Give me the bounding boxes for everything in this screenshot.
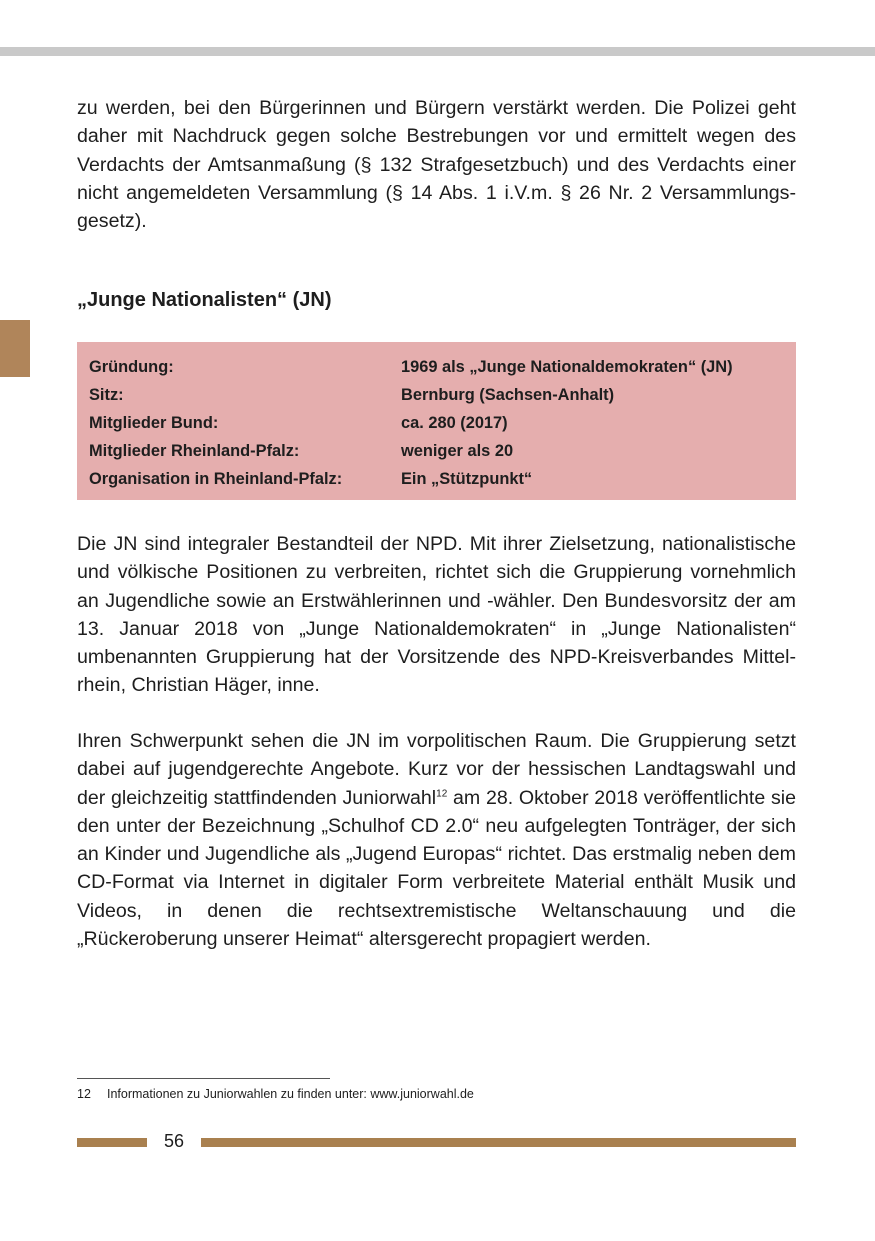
info-row-members-rlp	[89, 437, 789, 465]
paragraph-2: Die JN sind integraler Bestandteil der NPD. Mit ihrer Zielsetzung, nationalistische und völkische Positionen zu verbreiten, richtet sich die Gruppierung vornehmlich an Jugendliche sowie an Erstwählerinnen und -wähler. Den Bundesvorsitz der am 13. Januar 2018 von „Junge Nationaldemokraten“ in „Junge Nationalisten“ umbenannten Gruppierung hat der Vorsitzende des NPD-Kreisverbandes Mittelrhein, Christian Häger, inne.	[77, 533, 796, 697]
paragraph-3-text-end: am 28. Oktober 2018 veröffentlichte sie den unter der Bezeichnung „Schulhof CD 2.0“ neu aufgelegten Tonträger, der sich an Kinder und Jugendliche als „Jugend Europas“ richtet. Das erstmalig neben dem CD-Format via Internet in digitaler Form verbreitete Material enthält Musik und Videos, in denen die rechtsextremistische Weltanschauung und die „Rückeroberung unserer Heimat“ altersgerecht propagiert werden.	[77, 786, 796, 951]
footnote-text: Informationen zu Juniorwahlen zu finden unter: www.juniorwahl.de	[107, 1087, 474, 1101]
chapter-side-tab	[0, 320, 30, 377]
info-value: ca. 280 (2017)	[401, 414, 508, 432]
footnote-reference: 12	[436, 788, 448, 800]
info-value: 1969 als „Junge Nationaldemokraten“ (JN)	[401, 358, 733, 376]
info-value: weniger als 20	[401, 442, 514, 460]
header-rule	[0, 47, 875, 56]
info-label: Sitz:	[89, 386, 124, 404]
paragraph-3-text-start: Ihren Schwerpunkt sehen die JN im vorpolitischen Raum. Die Gruppierung setzt dabei auf jugendgerechte Angebote. Kurz vor der hessischen Landtagswahl und der gleichzeitig stattfindenden Juniorwahl	[77, 730, 796, 809]
page-number: 56	[163, 1131, 185, 1151]
info-value: Bernburg (Sachsen-Anhalt)	[401, 386, 615, 404]
info-label: Gründung:	[89, 358, 174, 376]
info-label: Organisation in Rheinland-Pfalz:	[89, 470, 343, 488]
footer-bar-right	[201, 1138, 796, 1147]
info-row-members-federal	[89, 409, 789, 437]
footnote	[77, 1085, 474, 1103]
footnote-number: 12	[77, 1087, 91, 1101]
section-heading: „Junge Nationalisten“ (JN)	[77, 289, 332, 311]
info-row-founding	[89, 353, 789, 381]
info-value: Ein „Stützpunkt“	[401, 470, 533, 488]
footer-bar-left	[77, 1138, 147, 1147]
paragraph-3	[77, 727, 796, 953]
paragraph-1: zu werden, bei den Bürgerinnen und Bürgern verstärkt werden. Die Polizei geht daher mit Nachdruck gegen solche Bestrebungen vor und ermittelt wegen des Verdachts der Amtsanmaßung (§ 132 Strafgesetzbuch) und des Verdachts einer nicht angemeldeten Versammlung (§ 14 Abs. 1 i.V.m. § 26 Nr. 2 Versammlungsgesetz).	[77, 97, 796, 233]
footnote-rule	[77, 1078, 330, 1079]
info-row-seat	[89, 381, 789, 409]
info-row-organisation-rlp	[89, 465, 789, 493]
info-box	[77, 342, 796, 500]
info-label: Mitglieder Bund:	[89, 414, 219, 432]
info-label: Mitglieder Rheinland-Pfalz:	[89, 442, 300, 460]
